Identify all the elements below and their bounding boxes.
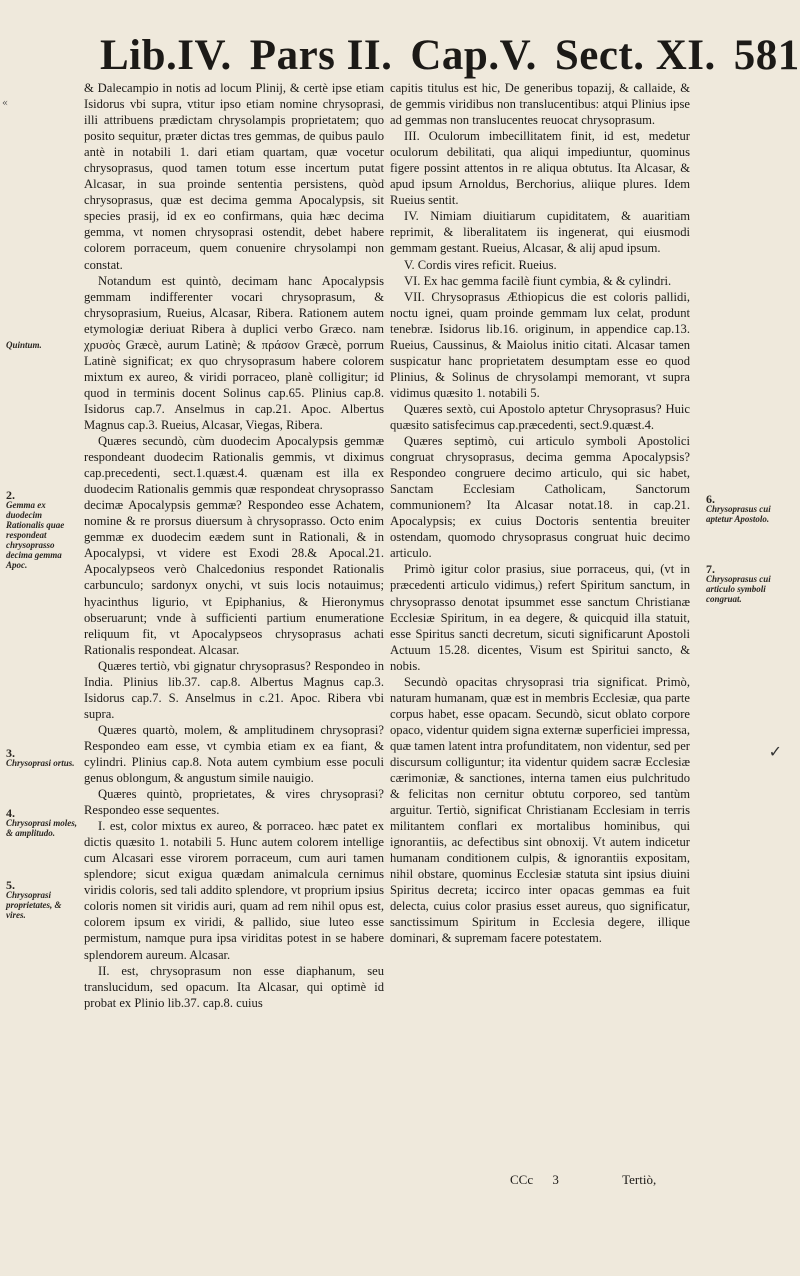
page-footer [510, 1172, 730, 1188]
paragraph: Quæres quartò, molem, & amplitudinem chrysoprasi? Respondeo eam esse, vt cymbia etiam ex ea fiant, & cylindri. Plinius cap.8. Nota autem cymbium esse poculi genus oblongum, & angustum simile nauigio. [84, 722, 384, 786]
header-part: Pars II. [249, 32, 393, 79]
header-chapter: Cap.V. [410, 32, 537, 79]
paragraph: VII. Chrysoprasus Æthiopicus die est coloris pallidi, noctu ignei, quam proinde gemmam lux celat, produnt tenebræ. Isidorus lib.16. originum, in appendice cap.13. Rueius, Caussinus, & Maiolus initio citati. Alcasar tamen suspicatur hanc proprietatem desumptam esse eo quod Plinius, & Solinus de chrysolampi memorant, vt supra vidimus quæsito 1. notabili 5. [390, 289, 690, 400]
margin-note-text: Gemma ex duodecim Rationalis quae respondeat chrysoprasso decima gemma Apoc. [6, 500, 65, 570]
catchword: Tertiò, [622, 1172, 657, 1187]
margin-note-apostolo [706, 494, 792, 524]
paragraph: Quæres septimò, cui articulo symboli Apostolici congruat chrysoprasus, decima gemma Apocalypsis? Respondeo congruere decimo articulo, qui sic habet, Sanctam Ecclesiam Catholicam, Sanctorum communionem? Ita Alcasar notat.18. in cap.21. Apocalypsis; ex cuius Doctoris sententia breuiter ostendam, quomodo chrysoprasus congruat huic decimo articulo. [390, 434, 690, 561]
margin-note-moles [6, 808, 78, 838]
margin-note-number: 3. [6, 746, 15, 760]
paragraph: Secundò opacitas chrysoprasi tria significat. Primò, naturam humanam, quæ est in membris Ecclesiæ, qua parte corpus habet, esse opacam. Secundò, sicut oblato corpore opaco, videntur quidem signa externæ superficiei impressa, quæ tamen latent intra profunditatem, non videntur, sed per discursum colliguntur; ita videntur quidem sacræ Ecclesiæ cærimoniæ, & sanctiones, interna tamen eius pulchritudo & felicitas non cernitur obtutu corporeo, sed tantùm arguitur. Tertiò, significat Christianam Ecclesiam in terris militantem conflari ex mortalibus hominibus, qui ignorantiis, ac defectibus sint obnoxij. Vt autem indicetur humanam conditionem culpis, & ignorantiis expositam, nihil obstare, quominus Ecclesiæ statuta sint ipsius diuini Spiritus decreta; iccirco inter opacas gemmas ea fuit delecta, cuius color prasius esset aureus, quo significatur, sanctissimum Spiritum in Ecclesia degere, illique dominari, & supremam facere potestatem. [390, 674, 690, 946]
header-section: Sect. XI. [554, 32, 716, 79]
margin-note-number: 4. [6, 806, 15, 820]
paragraph: Quæres secundò, cùm duodecim Apocalypsis gemmæ respondeant duodecim Rationalis gemmis, vt diximus cap.precedenti, sect.1.quæst.4. quænam est illa ex duodecim Rationalis gemmis quæ respondeat chrysoprasso decimæ Apocalypsis gemmæ? Respondeo esse Achatem, nomine & re prorsus diuersum à chrysoprasso. Octo enim gemmæ ex duodecim eædem sunt in Rationali, & in Apocalypsi, vt videre est Exodi 28.& Apocal.21. Apocalypseos verò Chalcedonius respondet Rationalis carbunculo; sardonyx onychi, vt suis locis notauimus; hyacinthus ligurio, vt Epiphanius, & Hieronymus obseruarunt; vnde à sufficienti partium enumeratione reliquum fit, vt Apocalypseos chrysoprasus achati Rationalis respondeat. Alcasar. [84, 434, 384, 657]
margin-note-gemma [6, 490, 78, 570]
paragraph: V. Cordis vires reficit. Rueius. [404, 257, 557, 272]
paragraph: Quæres sextò, cui Apostolo aptetur Chrysoprasus? Huic quæsito satisfecimus cap.præcedenti, sect.9.quæst.4. [390, 401, 690, 432]
paragraph: III. Oculorum imbecillitatem finit, id est, medetur oculorum debilitati, qua aliqui impediuntur, quominus figere possint attentos in re aliqua obtutus. Ita Alcasar, & apud ipsum Arnoldus, Berchorius, aliique plures. Idem Rueius sentit. [390, 129, 690, 208]
margin-note-number: 2. [6, 488, 15, 502]
paragraph: Quæres quintò, proprietates, & vires chrysoprasi? Respondeo esse sequentes. [84, 787, 384, 818]
page-number: 581 [733, 32, 800, 79]
margin-note-text: Chrysoprasi ortus. [6, 758, 75, 768]
margin-note-text: Quintum. [6, 340, 42, 350]
margin-note-number: 7. [706, 562, 715, 576]
margin-note-articulo [706, 564, 792, 604]
paragraph: Notandum est quintò, decimam hanc Apocalypsis gemmam indifferenter vocari chrysoprasum, & chrysoprasium, Rueius, Alcasar, Ribera. Rationem autem etymologiæ deriuat Ribera à duplici verbo Græco. nam χρυσὸς Græcè, aurum Latinè; & πράσον Græcè, porrum Latinè significat; ex quo chrysoprasum habere colorem mixtum ex aureo, & viridi porraceo, planè colligitur; id quod in terminis docent Solinus cap.65. Plinius cap.8. Isidorus cap.7. Anselmus in cap.21. Apoc. Albertus Magnus cap.3. Rueius, Alcasar, Viegas, Ribera. [84, 273, 384, 432]
paragraph: Quæres tertiò, vbi gignatur chrysoprasus? Respondeo in India. Plinius lib.37. cap.8. Albertus Magnus cap.3. Isidorus cap.7. S. Anselmus in c.21. Apoc. Ribera vbi supra. [84, 658, 384, 721]
right-text-column [390, 80, 690, 947]
running-header [100, 28, 800, 84]
margin-note-proprietates [6, 880, 78, 920]
paragraph: I. est, color mixtus ex aureo, & porraceo. hæc patet ex dictis quæsito 1. notabili 5. Hunc autem colorem intellige cum Alcasari esse virorem porraceum, cum auri tamen splendore; sicut exigua quædam animalcula cernimus viridis coloris, sed tali addito splendore, vt proprium ipsius coloris nomen sit viridis auri, quam ad rem nihil opus est, colorem ipsum ex viridi, & pallido, siue luteo esse permistum, namque pura ipsa viriditas potest in se habere splendorem aureum. Alcasar. [84, 819, 384, 962]
margin-note-number: 5. [6, 878, 15, 892]
paragraph: II. est, chrysoprasum non esse diaphanum, seu translucidum, sed opacum. Ita Alcasar, qui optimè id probat ex Plinio lib.37. cap.8. cuius [84, 963, 384, 1010]
margin-note-ortus [6, 748, 78, 768]
margin-note-text: Chrysoprasi proprietates, & vires. [6, 890, 62, 920]
margin-note-quintum [6, 340, 76, 350]
signature-number: 3 [552, 1172, 559, 1187]
left-text-column [84, 80, 384, 1011]
paragraph: capitis titulus est hic, De generibus topazij, & callaide, & de gemmis viridibus non translucentibus: atqui Plinius ipse ad gemmas non translucentes reuocat chrysoprasum. [390, 81, 690, 128]
paragraph: VI. Ex hac gemma facilè fiunt cymbia, & & cylindri. [404, 273, 672, 288]
left-edge-mark: « [2, 98, 9, 109]
right-edge-mark: ✓ [768, 742, 782, 761]
margin-note-number: 6. [706, 492, 715, 506]
margin-note-text: Chrysoprasi moles, & amplitudo. [6, 818, 78, 838]
header-book: Lib.IV. [100, 32, 232, 79]
paragraph: & Dalecampio in notis ad locum Plinij, & certè ipse etiam Isidorus vbi supra, vtitur ipso etiam nomine chrysoprasi, illi attribuens prædictam chrysolampis proprietatem; quo posito sequitur, præter dictas tres gemmas, de quibus paulo antè in notabili 1. dari etiam quartam, quæ vocetur chrysoprasus, quod tamen totum esse incertum putat Alcasar, in sua proinde sententia persistens, quòd chrysoprasus, quæ est decima gemma Apocalypsis, sit species prasij, id ex eo confirmans, quia hæc decima gemma, vt nomen chrysoprasi ostendit, debet habere colorem porraceum, quem conuenire chrysolampi non constat. [84, 81, 384, 272]
paragraph: IV. Nimiam diuitiarum cupiditatem, & auaritiam reprimit, & liberalitatem iis ingenerat, qui eiusmodi gemmam gestant. Rueius, Alcasar, & alij apud ipsum. [390, 209, 690, 256]
margin-note-text: Chrysoprasus cui aptetur Apostolo. [706, 504, 771, 524]
signature-mark: CCc [510, 1172, 534, 1187]
margin-note-text: Chrysoprasus cui articulo symboli congruat. [706, 574, 771, 604]
paragraph: Primò igitur color prasius, siue porraceus, qui, (vt in præcedenti articulo vidimus,) refert Spiritum sanctum, in chrysoprasso denotat ipsummet esse sanctum Christianæ Ecclesiæ Spiritum, in ea degere, & quicquid illa statuit, esse Spiritus sancti decretum, sicuti significarunt Apostoli Actuum 15.28. dicentes, Visum est Spiritui sancto, & nobis. [390, 562, 690, 673]
